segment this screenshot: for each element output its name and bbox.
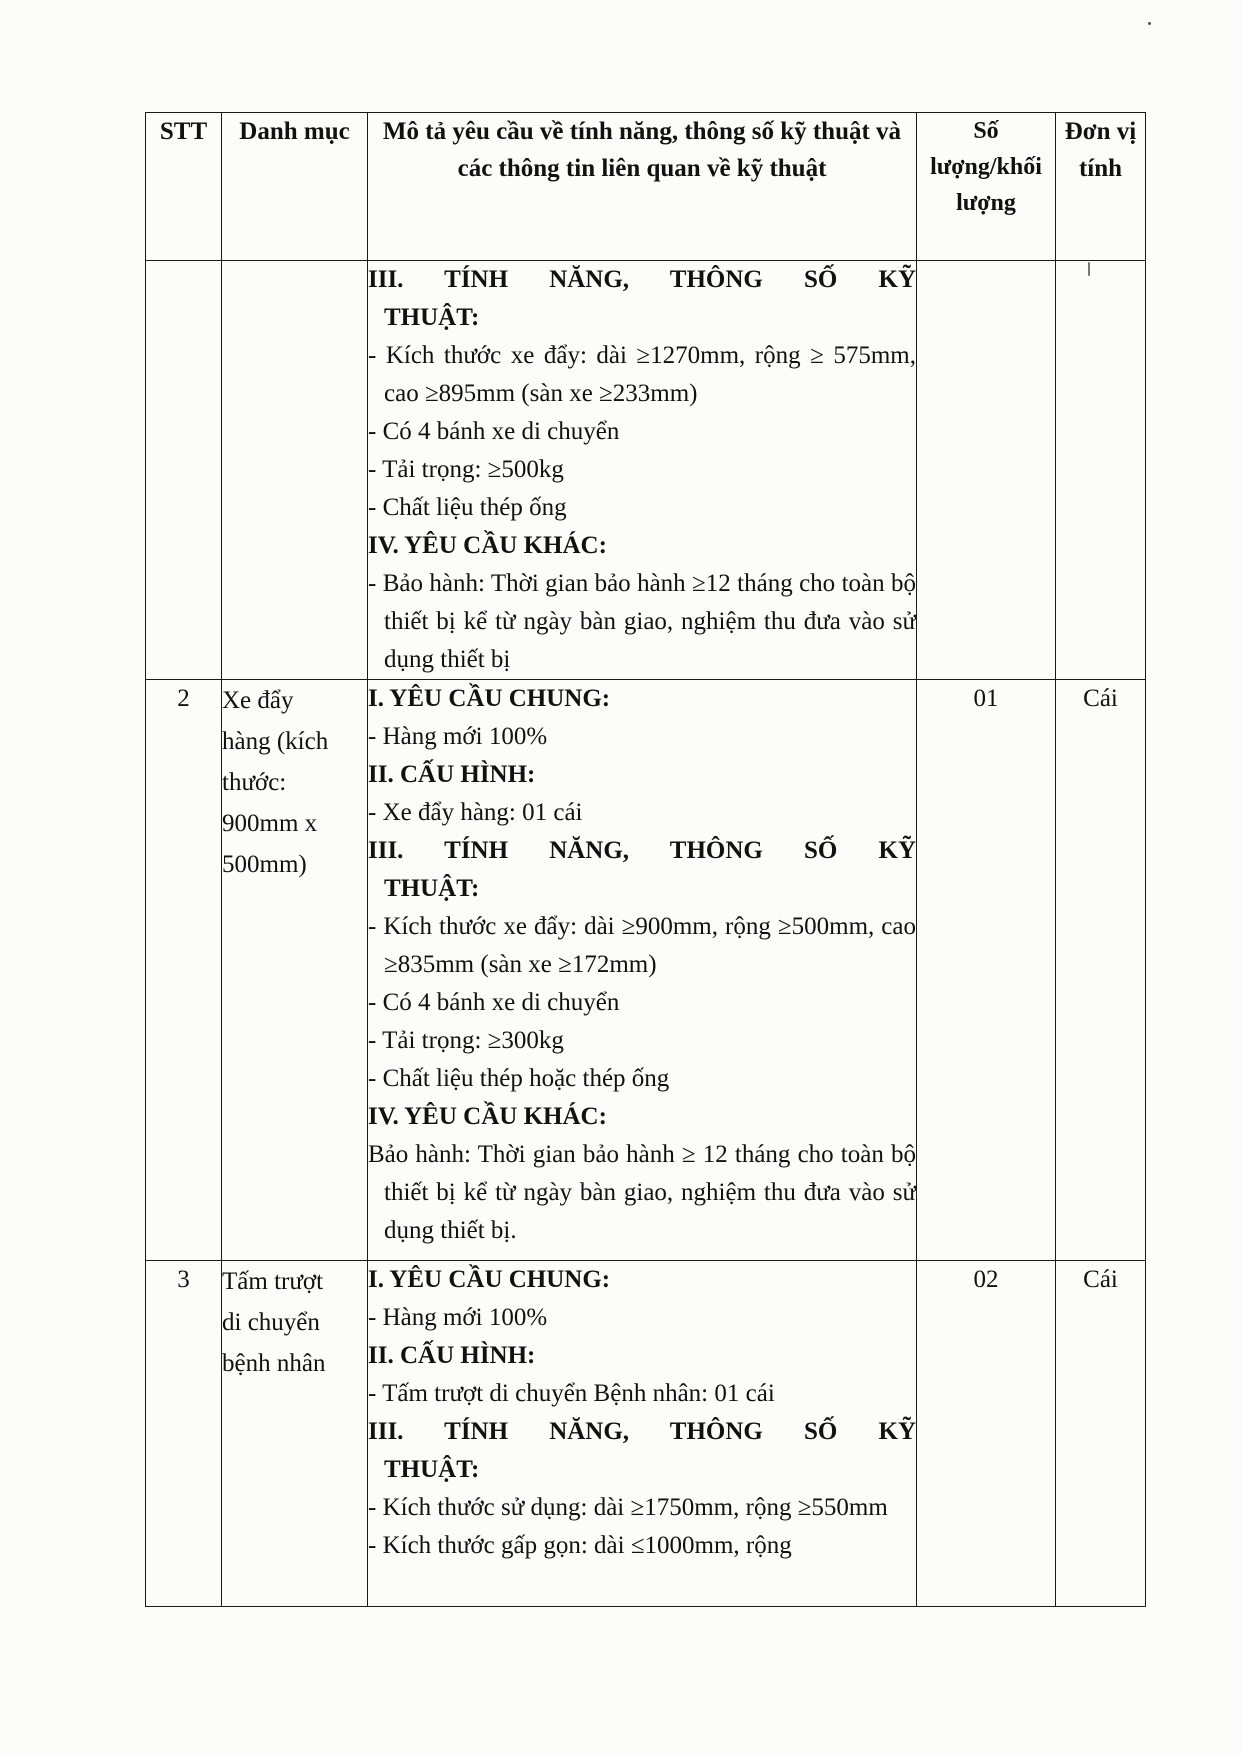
spec-item: - Kích thước sử dụng: dài ≥1750mm, rộng ≥550mm	[368, 1494, 888, 1521]
heading-word: TÍNH	[444, 266, 509, 293]
heading-word: NĂNG,	[549, 266, 630, 293]
section-heading: IV. YÊU CẦU KHÁC:	[368, 1103, 607, 1130]
spec-item: - Hàng mới 100%	[368, 1304, 548, 1331]
spec-item: - Xe đẩy hàng: 01 cái	[368, 799, 583, 826]
heading-word: TÍNH	[444, 837, 509, 864]
section-heading	[368, 261, 916, 299]
heading-word: KỸ	[878, 837, 917, 864]
heading-word: III.	[368, 1418, 404, 1445]
scan-speck	[1148, 22, 1151, 25]
heading-word: KỸ	[878, 266, 917, 293]
danh-muc-line: Xe đẩy	[222, 687, 294, 714]
header-so-luong: Số lượng/khối lượng	[917, 113, 1056, 261]
heading-word: THÔNG	[669, 266, 763, 293]
heading-word: NĂNG,	[549, 837, 630, 864]
heading-word: NĂNG,	[549, 1418, 630, 1445]
cell-stt: 3	[146, 1261, 222, 1607]
spec-item: - Có 4 bánh xe di chuyển	[368, 989, 620, 1016]
cell-danh-muc	[222, 261, 368, 680]
spec-item: - Tải trọng: ≥300kg	[368, 1027, 564, 1054]
heading-word: III.	[368, 837, 404, 864]
heading-word: SỐ	[804, 837, 838, 864]
table-row	[146, 680, 1146, 1261]
danh-muc-line: Tấm trượt	[222, 1268, 324, 1295]
spec-item: - Kích thước gấp gọn: dài ≤1000mm, rộng	[368, 1532, 792, 1559]
section-heading: IV. YÊU CẦU KHÁC:	[368, 532, 607, 559]
cell-mo-ta	[368, 680, 917, 1261]
cell-stt	[146, 261, 222, 680]
spec-item: - Tấm trượt di chuyển Bệnh nhân: 01 cái	[368, 1380, 775, 1407]
section-heading-continued: THUẬT:	[384, 875, 480, 902]
cell-so-luong: 01	[917, 680, 1056, 1261]
spec-item: Bảo hành: Thời gian bảo hành ≥ 12 tháng cho toàn bộ thiết bị kể từ ngày bàn giao, nghiệm thu đưa vào sử dụng thiết bị.	[368, 1141, 916, 1244]
header-don-vi: Đơn vị tính	[1056, 113, 1146, 261]
header-stt: STT	[146, 113, 222, 261]
danh-muc-line: 900mm x	[222, 810, 318, 837]
cell-danh-muc	[222, 1261, 368, 1607]
specification-table	[145, 112, 1146, 1607]
section-heading: II. CẤU HÌNH:	[368, 761, 536, 788]
cell-so-luong: 02	[917, 1261, 1056, 1607]
heading-word: SỐ	[804, 266, 838, 293]
cell-mo-ta	[368, 261, 917, 680]
heading-word: THÔNG	[669, 1418, 763, 1445]
cell-don-vi: Cái	[1056, 1261, 1146, 1607]
cell-so-luong	[917, 261, 1056, 680]
section-heading	[368, 1413, 916, 1451]
danh-muc-line: thước:	[222, 769, 287, 796]
spec-item: - Tải trọng: ≥500kg	[368, 456, 564, 483]
table-body	[146, 261, 1146, 1607]
spec-item: - Có 4 bánh xe di chuyển	[368, 418, 620, 445]
section-heading: II. CẤU HÌNH:	[368, 1342, 536, 1369]
spec-item: - Chất liệu thép hoặc thép ống	[368, 1065, 670, 1092]
section-heading: I. YÊU CẦU CHUNG:	[368, 685, 611, 712]
spec-item: - Kích thước xe đẩy: dài ≥900mm, rộng ≥500mm, cao ≥835mm (sàn xe ≥172mm)	[368, 913, 916, 978]
spec-item: - Hàng mới 100%	[368, 723, 548, 750]
heading-word: SỐ	[804, 1418, 838, 1445]
danh-muc-line: bệnh nhân	[222, 1350, 326, 1377]
header-mo-ta: Mô tả yêu cầu về tính năng, thông số kỹ thuật và các thông tin liên quan về kỹ thuật	[368, 113, 917, 261]
section-heading	[368, 832, 916, 870]
danh-muc-line: di chuyển	[222, 1309, 320, 1336]
cell-danh-muc	[222, 680, 368, 1261]
cell-stt: 2	[146, 680, 222, 1261]
header-danh-muc: Danh mục	[222, 113, 368, 261]
table-row	[146, 1261, 1146, 1607]
spec-item: - Chất liệu thép ống	[368, 494, 567, 521]
heading-word: THÔNG	[669, 837, 763, 864]
table-header-row	[146, 113, 1146, 261]
cell-don-vi	[1056, 261, 1146, 680]
table-row	[146, 261, 1146, 680]
cell-mo-ta	[368, 1261, 917, 1607]
heading-word: III.	[368, 266, 404, 293]
heading-word: TÍNH	[444, 1418, 509, 1445]
heading-word: KỸ	[878, 1418, 917, 1445]
section-heading: I. YÊU CẦU CHUNG:	[368, 1266, 611, 1293]
section-heading-continued: THUẬT:	[384, 1456, 480, 1483]
cell-don-vi: Cái	[1056, 680, 1146, 1261]
section-heading-continued: THUẬT:	[384, 304, 480, 331]
danh-muc-line: 500mm)	[222, 851, 307, 878]
spec-item: - Kích thước xe đẩy: dài ≥1270mm, rộng ≥ 575mm, cao ≥895mm (sàn xe ≥233mm)	[368, 342, 916, 407]
danh-muc-line: hàng (kích	[222, 728, 329, 755]
spec-item: - Bảo hành: Thời gian bảo hành ≥12 tháng cho toàn bộ thiết bị kể từ ngày bàn giao, nghiệm thu đưa vào sử dụng thiết bị	[368, 570, 916, 673]
